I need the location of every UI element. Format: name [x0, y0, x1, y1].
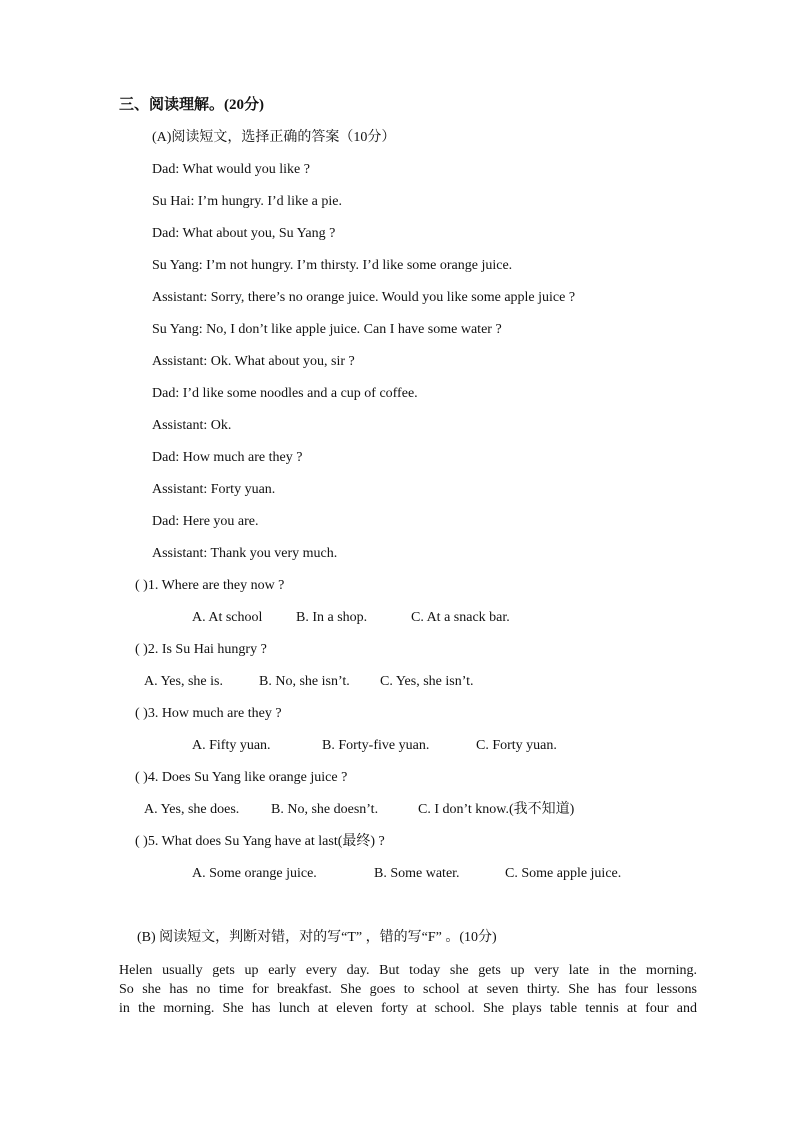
- question-4: ( )4. Does Su Yang like orange juice ?: [135, 770, 348, 785]
- q1-option-b: B. In a shop.: [296, 610, 368, 625]
- part-b-heading: (B) 阅读短文，判断对错，对的写“T” ，错的写“F” 。(10分): [137, 930, 497, 945]
- dialogue-line: Dad: What about you, Su Yang ?: [152, 226, 336, 241]
- q2-option-a: A. Yes, she is.: [144, 674, 223, 689]
- dialogue-line: Su Yang: No, I don’t like apple juice. Can I have some water ?: [152, 322, 502, 337]
- reading-passage: [119, 961, 697, 1018]
- question-1: ( )1. Where are they now ?: [135, 578, 285, 593]
- part-a-heading: (A)阅读短文，选择正确的答案（10分）: [152, 130, 396, 145]
- passage-line: in the morning. She has lunch at eleven forty at school. She plays table tennis at four and: [119, 1001, 697, 1016]
- q1-option-a: A. At school: [192, 610, 263, 625]
- dialogue-line: Dad: What would you like ?: [152, 162, 310, 177]
- question-5: ( )5. What does Su Yang have at last(最终) ?: [135, 834, 385, 849]
- dialogue-line: Dad: Here you are.: [152, 514, 259, 529]
- dialogue-line: Assistant: Forty yuan.: [152, 482, 276, 497]
- dialogue-line: Su Yang: I’m not hungry. I’m thirsty. I’d like some orange juice.: [152, 258, 513, 273]
- q4-option-a: A. Yes, she does.: [144, 802, 240, 817]
- q5-option-c: C. Some apple juice.: [505, 866, 622, 881]
- q4-option-c: C. I don’t know.(我不知道): [418, 802, 575, 817]
- passage-line: So she has no time for breakfast. She goes to school at seven thirty. She has four lessons: [119, 982, 697, 997]
- section-title: 三、阅读理解。(20分): [119, 97, 264, 113]
- q3-option-a: A. Fifty yuan.: [192, 738, 271, 753]
- q2-option-b: B. No, she isn’t.: [259, 674, 350, 689]
- q5-option-b: B. Some water.: [374, 866, 460, 881]
- dialogue-line: Dad: I’d like some noodles and a cup of coffee.: [152, 386, 418, 401]
- dialogue-line: Assistant: Ok. What about you, sir ?: [152, 354, 355, 369]
- dialogue-line: Assistant: Thank you very much.: [152, 546, 338, 561]
- question-2: ( )2. Is Su Hai hungry ?: [135, 642, 267, 657]
- dialogue-line: Assistant: Ok.: [152, 418, 232, 433]
- q1-option-c: C. At a snack bar.: [411, 610, 510, 625]
- dialogue-line: Assistant: Sorry, there’s no orange juice. Would you like some apple juice ?: [152, 290, 576, 305]
- q3-option-c: C. Forty yuan.: [476, 738, 557, 753]
- q2-option-c: C. Yes, she isn’t.: [380, 674, 474, 689]
- question-3: ( )3. How much are they ?: [135, 706, 282, 721]
- q5-option-a: A. Some orange juice.: [192, 866, 317, 881]
- q4-option-b: B. No, she doesn’t.: [271, 802, 379, 817]
- dialogue-line: Su Hai: I’m hungry. I’d like a pie.: [152, 194, 342, 209]
- passage-line: Helen usually gets up early every day. But today she gets up very late in the morning.: [119, 963, 697, 978]
- q3-option-b: B. Forty-five yuan.: [322, 738, 430, 753]
- dialogue-line: Dad: How much are they ?: [152, 450, 303, 465]
